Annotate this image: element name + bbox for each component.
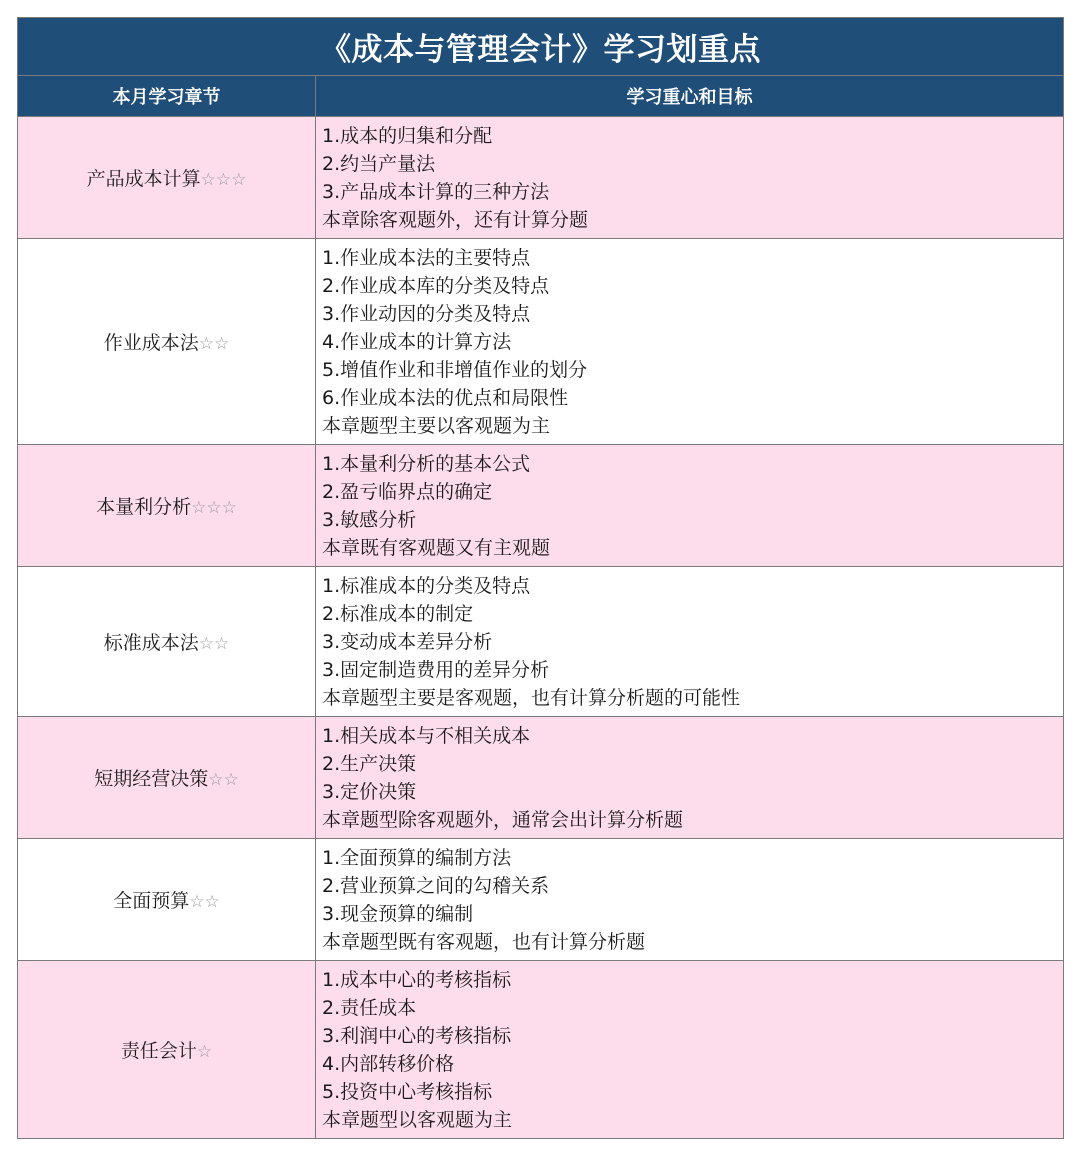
importance-stars: ☆☆ [208,770,239,790]
focus-point: 4.作业成本的计算方法 [322,331,512,353]
focus-point: 3.变动成本差异分析 [322,631,493,653]
focus-point: 4.内部转移价格 [322,1053,455,1075]
focus-point: 本章除客观题外，还有计算分题 [322,209,589,231]
chapter-cell [18,117,316,239]
focus-point: 1.本量利分析的基本公式 [322,453,531,475]
table-row [18,839,1064,961]
focus-point: 2.作业成本库的分类及特点 [322,275,550,297]
focus-cell [316,117,1064,239]
focus-point: 5.投资中心考核指标 [322,1081,493,1103]
header-chapter: 本月学习章节 [18,76,316,117]
focus-point: 本章题型除客观题外，通常会出计算分析题 [322,809,684,831]
focus-point: 2.标准成本的制定 [322,603,474,625]
focus-point: 1.全面预算的编制方法 [322,847,512,869]
table-title: 《成本与管理会计》学习划重点 [18,18,1064,76]
focus-cell [316,961,1064,1139]
focus-point: 本章题型主要以客观题为主 [322,415,551,437]
focus-point: 1.成本的归集和分配 [322,125,493,147]
study-plan-table [17,17,1064,1139]
chapter-cell [18,445,316,567]
importance-stars: ☆ [196,1042,213,1062]
focus-point: 3.利润中心的考核指标 [322,1025,512,1047]
focus-point: 3.产品成本计算的三种方法 [322,181,550,203]
focus-point: 1.相关成本与不相关成本 [322,725,531,747]
chapter-cell [18,567,316,717]
table-row [18,717,1064,839]
chapter-cell [18,717,316,839]
table-body [18,117,1064,1139]
focus-cell [316,839,1064,961]
focus-point: 1.标准成本的分类及特点 [322,575,531,597]
chapter-cell [18,839,316,961]
focus-point: 2.约当产量法 [322,153,436,175]
focus-point: 本章题型以客观题为主 [322,1109,513,1131]
focus-point: 2.责任成本 [322,997,417,1019]
focus-cell [316,445,1064,567]
focus-point: 2.营业预算之间的勾稽关系 [322,875,550,897]
focus-point: 本章题型主要是客观题，也有计算分析题的可能性 [322,687,741,709]
chapter-name: 作业成本法 [103,332,199,354]
chapter-name: 产品成本计算 [86,168,201,190]
header-focus: 学习重心和目标 [316,76,1064,117]
importance-stars: ☆☆☆ [200,170,247,190]
focus-point: 5.增值作业和非增值作业的划分 [322,359,588,381]
importance-stars: ☆☆☆ [191,498,237,518]
table-row [18,117,1064,239]
focus-cell [316,567,1064,717]
focus-point: 3.敏感分析 [322,509,417,531]
table-row [18,567,1064,717]
focus-point: 3.作业动因的分类及特点 [322,303,531,325]
chapter-name: 短期经营决策 [94,768,209,790]
focus-point: 3.定价决策 [322,781,417,803]
focus-cell [316,717,1064,839]
chapter-name: 责任会计 [120,1040,197,1062]
importance-stars: ☆☆ [198,634,230,654]
focus-point: 1.成本中心的考核指标 [322,969,512,991]
importance-stars: ☆☆ [189,892,220,912]
focus-point: 3.固定制造费用的差异分析 [322,659,550,681]
chapter-name: 全面预算 [113,890,190,912]
table-row [18,961,1064,1139]
focus-point: 2.盈亏临界点的确定 [322,481,493,503]
table-row [18,445,1064,567]
importance-stars: ☆☆ [198,334,230,354]
focus-point: 2.生产决策 [322,753,417,775]
focus-point: 1.作业成本法的主要特点 [322,247,531,269]
chapter-cell [18,961,316,1139]
focus-point: 本章既有客观题又有主观题 [322,537,551,559]
table-row [18,239,1064,445]
focus-point: 3.现金预算的编制 [322,903,474,925]
focus-cell [316,239,1064,445]
chapter-name: 标准成本法 [103,632,199,654]
focus-point: 6.作业成本法的优点和局限性 [322,387,569,409]
chapter-name: 本量利分析 [96,496,192,518]
focus-point: 本章题型既有客观题，也有计算分析题 [322,931,646,953]
chapter-cell [18,239,316,445]
